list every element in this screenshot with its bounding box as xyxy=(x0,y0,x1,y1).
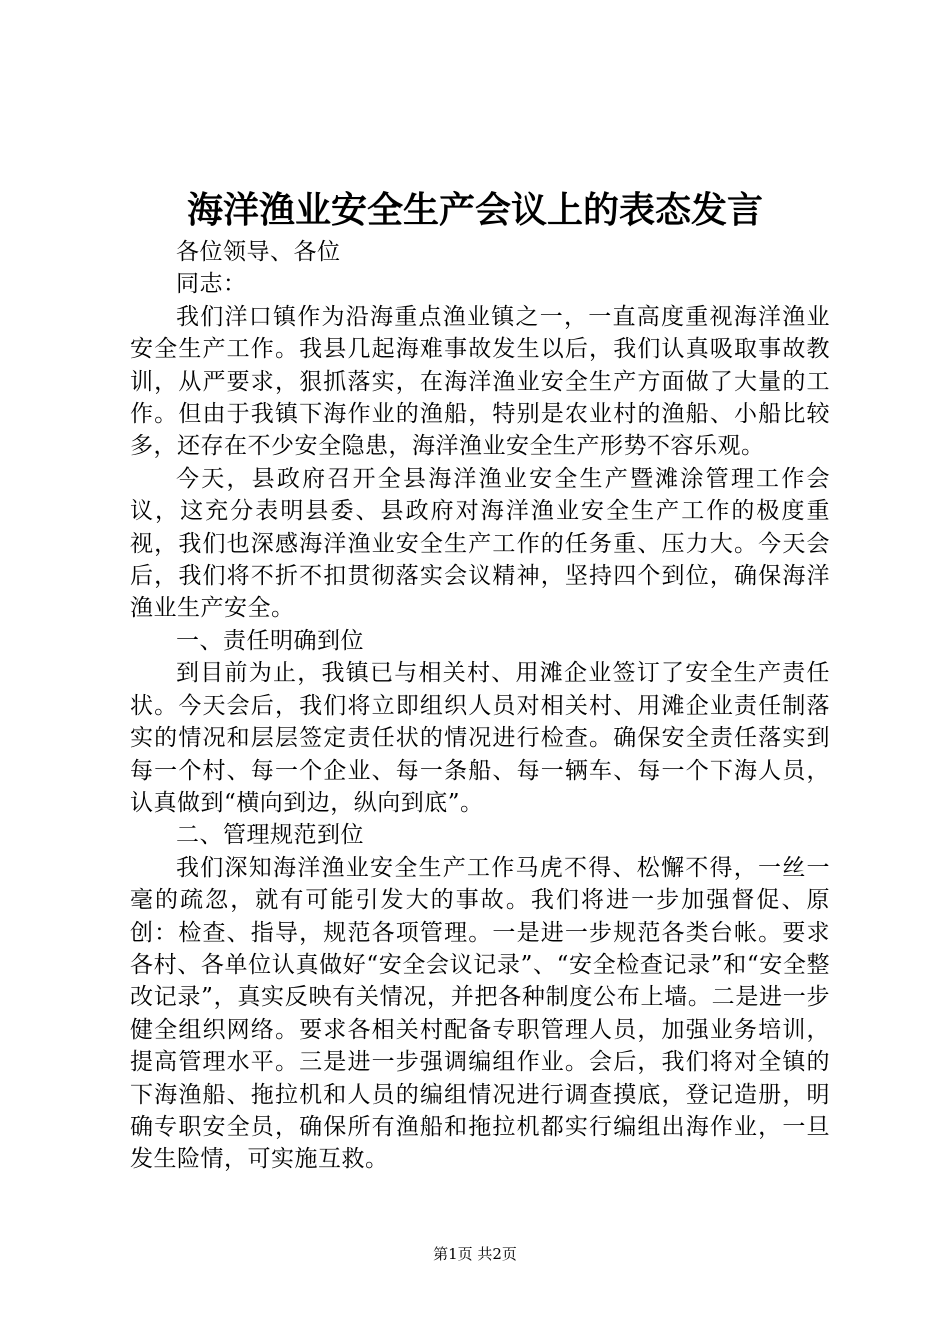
section-heading-2: 二、管理规范到位 xyxy=(176,822,364,849)
section-heading-1: 一、责任明确到位 xyxy=(176,627,364,654)
salutation-line-2: 同志： xyxy=(176,271,247,298)
document-title: 海洋渔业安全生产会议上的表态发言 xyxy=(186,189,763,231)
paragraph-meeting: 今天，县政府召开全县海洋渔业安全生产暨滩涂管理工作会议，这充分表明县委、县政府对海洋渔业安全生产工作的极度重视，我们也深感海洋渔业安全生产工作的任务重、压力大。今天会后，我们将不折不扣贯彻落实会议精神，坚持四个到位，确保海洋渔业生产安全。 xyxy=(130,465,830,622)
document-body xyxy=(130,236,830,1176)
paragraph-responsibility: 到目前为止，我镇已与相关村、用滩企业签订了安全生产责任状。今天会后，我们将立即组织人员对相关村、用滩企业责任制落实的情况和层层签定责任状的情况进行检查。确保安全责任落实到每一个村、每一个企业、每一条船、每一辆车、每一个下海人员，认真做到“横向到边，纵向到底”。 xyxy=(130,660,830,816)
paragraph-intro: 我们洋口镇作为沿海重点渔业镇之一，一直高度重视海洋渔业安全生产工作。我县几起海难事故发生以后，我们认真吸取事故教训，从严要求，狠抓落实，在海洋渔业安全生产方面做了大量的工作。但由于我镇下海作业的渔船，特别是农业村的渔船、小船比较多，还存在不少安全隐患，海洋渔业安全生产形势不容乐观。 xyxy=(130,303,830,460)
salutation-line-1: 各位领导、各位 xyxy=(176,239,341,265)
paragraph-management: 我们深知海洋渔业安全生产工作马虎不得、松懈不得，一丝一毫的疏忽，就有可能引发大的事故。我们将进一步加强督促、原创：检查、指导，规范各项管理。一是进一步规范各类台帐。要求各村、各单位认真做好“安全会议记录”、“安全检查记录”和“安全整改记录”，真实反映有关情况，并把各种制度公布上墙。二是进一步健全组织网络。要求各相关村配备专职管理人员，加强业务培训，提高管理水平。三是进一步强调编组作业。会后，我们将对全镇的下海渔船、拖拉机和人员的编组情况进行调查摸底，登记造册，明确专职安全员，确保所有渔船和拖拉机都实行编组出海作业，一旦发生险情，可实施互救。 xyxy=(130,854,830,1173)
page-number-footer: 第1页 共2页 xyxy=(433,1245,517,1263)
